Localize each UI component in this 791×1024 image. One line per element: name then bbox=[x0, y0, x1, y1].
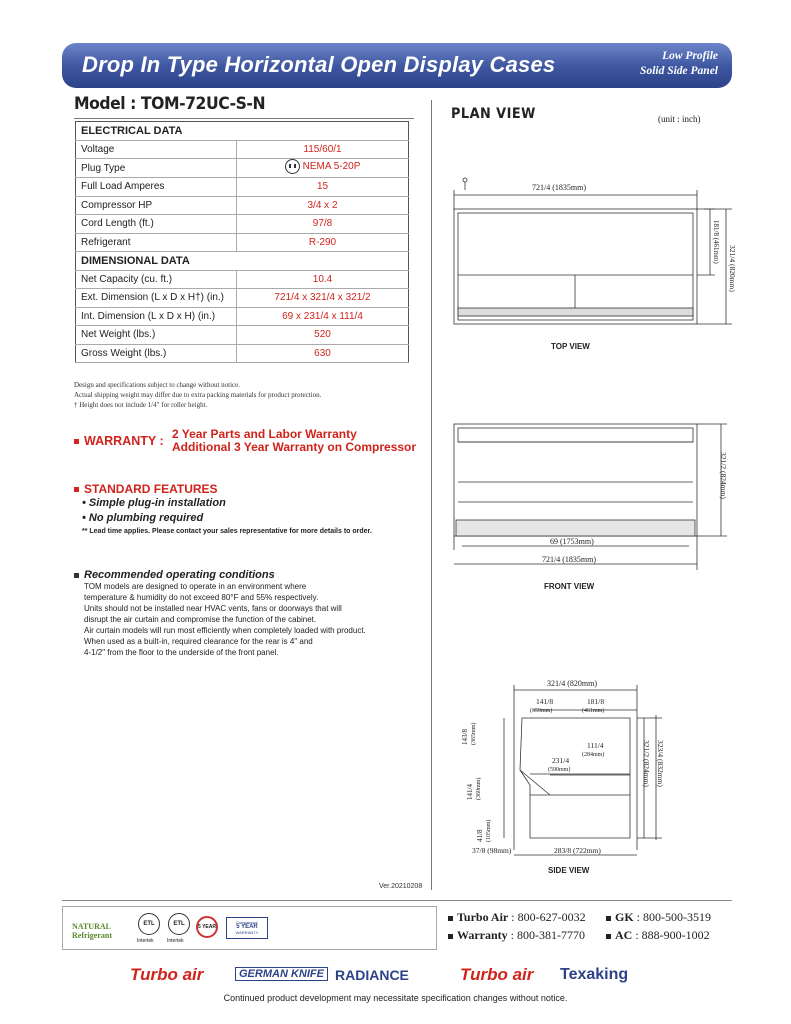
dim-side-a: 141/8 bbox=[536, 697, 554, 706]
recommended-line: When used as a built-in, required clearance for the rear is 4" and bbox=[84, 637, 313, 646]
header-subtitle bbox=[640, 49, 718, 79]
row-value: 520 bbox=[237, 326, 409, 345]
recommended-line: temperature & humidity do not exceed 80°F and 55% respectively. bbox=[84, 593, 319, 602]
table-row bbox=[76, 344, 409, 363]
dim-side-e: 143/8 bbox=[461, 729, 469, 745]
recommended-heading: Recommended operating conditions bbox=[84, 569, 275, 581]
row-label: Ext. Dimension (L x D x H†) (in.) bbox=[76, 289, 237, 308]
table-row bbox=[76, 270, 409, 289]
dim-side-h: 321/2 (824mm) bbox=[642, 740, 651, 787]
bullet-icon bbox=[74, 487, 79, 492]
top-view-label: TOP VIEW bbox=[551, 342, 590, 351]
bullet-icon bbox=[74, 439, 79, 444]
dim-side-d-mm: (590mm) bbox=[548, 767, 571, 773]
row-label: Compressor HP bbox=[76, 196, 237, 215]
row-value: 97/8 bbox=[237, 215, 409, 234]
dimensional-heading: DIMENSIONAL DATA bbox=[76, 252, 409, 271]
natural-refrigerant-logo bbox=[72, 922, 112, 940]
gk-phone[interactable]: : 800-500-3519 bbox=[636, 910, 711, 924]
spec-notes bbox=[74, 380, 321, 410]
dim-side-d: 231/4 bbox=[552, 756, 570, 765]
brand-logos bbox=[130, 965, 670, 989]
gk-label: GK bbox=[615, 910, 634, 924]
row-value: 10.4 bbox=[237, 270, 409, 289]
texaking-logo: Texaking bbox=[560, 966, 629, 983]
recommended-line: TOM models are designed to operate in an environment where bbox=[84, 582, 307, 591]
front-view-label: FRONT VIEW bbox=[544, 582, 595, 591]
electrical-heading: ELECTRICAL DATA bbox=[76, 122, 409, 141]
footer-divider bbox=[62, 900, 732, 901]
page-title: Drop In Type Horizontal Open Display Cases bbox=[82, 52, 556, 77]
radiance-logo: RADIANCE bbox=[335, 967, 409, 983]
dim-side-a-mm: (359mm) bbox=[530, 708, 553, 714]
dim-side-g: 41/8 bbox=[476, 829, 484, 842]
plug-icon bbox=[285, 159, 300, 174]
row-label: Plug Type bbox=[76, 159, 237, 178]
dim-side-e-mm: (365mm) bbox=[471, 722, 477, 745]
recommended-line: Units should not be installed near HVAC vents, fans or doorways that will bbox=[84, 604, 342, 613]
table-row bbox=[76, 178, 409, 197]
row-label: Int. Dimension (L x D x H) (in.) bbox=[76, 307, 237, 326]
recommended-line: disrupt the air curtain and compromise the function of the cabinet. bbox=[84, 615, 317, 624]
plan-view-title: PLAN VIEW bbox=[451, 106, 536, 122]
five-year-badge: 5 YEAR bbox=[196, 916, 218, 938]
dim-front-height: 321/2 (824mm) bbox=[719, 452, 728, 499]
dim-side-f: 141/4 bbox=[466, 784, 474, 800]
subtitle-solid-side: Solid Side Panel bbox=[640, 65, 718, 77]
turbo-air-phone[interactable]: : 800-627-0032 bbox=[511, 910, 586, 924]
ac-label: AC bbox=[615, 928, 633, 942]
dim-side-i: 323/4 (832mm) bbox=[656, 740, 665, 787]
version-label: Ver.20210208 bbox=[379, 883, 423, 890]
recommended-line: Air curtain models will run most efficiently when completely loaded with product. bbox=[84, 626, 366, 635]
header-banner bbox=[62, 43, 732, 88]
table-row bbox=[76, 215, 409, 234]
dim-top-depth-inner: 181/8 (461mm) bbox=[712, 220, 720, 264]
side-view-label: SIDE VIEW bbox=[548, 866, 590, 875]
dim-front-inner: 69 (1753mm) bbox=[550, 537, 594, 546]
feature-item: • No plumbing required bbox=[82, 512, 204, 524]
natural-text: NATURAL bbox=[72, 922, 111, 931]
divider bbox=[74, 118, 414, 119]
row-value: 15 bbox=[237, 178, 409, 197]
table-row bbox=[76, 326, 409, 345]
compressor-warranty-badge bbox=[226, 917, 268, 939]
warranty-line: 2 Year Parts and Labor Warranty bbox=[172, 427, 357, 441]
bullet-icon bbox=[74, 573, 79, 578]
dim-side-b-mm: (461mm) bbox=[582, 708, 605, 714]
lead-time-note: ** Lead time applies. Please contact your sales representative for more details to order. bbox=[82, 528, 372, 535]
dim-side-f-mm: (360mm) bbox=[476, 777, 482, 800]
warranty-text: WARRANTY bbox=[235, 930, 259, 935]
row-label: Refrigerant bbox=[76, 233, 237, 252]
table-row bbox=[76, 233, 409, 252]
table-row bbox=[76, 140, 409, 159]
warranty-label: WARRANTY : bbox=[84, 434, 164, 448]
unit-label: (unit : inch) bbox=[658, 114, 701, 124]
technical-drawings bbox=[432, 130, 791, 900]
model-number: Model : TOM-72UC-S-N bbox=[74, 94, 266, 114]
dim-top-width: 721/4 (1835mm) bbox=[532, 183, 586, 192]
row-label: Gross Weight (lbs.) bbox=[76, 344, 237, 363]
row-value: R-290 bbox=[237, 233, 409, 252]
compressor-text: Compressor bbox=[236, 920, 258, 925]
note: † Height does not include 1/4" for roller height. bbox=[74, 401, 208, 409]
recommended-conditions bbox=[74, 569, 434, 658]
dim-side-j: 37/8 (98mm) bbox=[472, 846, 512, 855]
recommended-line: 4-1/2" from the floor to the underside of the front panel. bbox=[84, 648, 279, 657]
dim-side-c-mm: (284mm) bbox=[582, 752, 605, 758]
row-label: Net Weight (lbs.) bbox=[76, 326, 237, 345]
german-knife-logo: GERMAN KNIFE bbox=[235, 967, 328, 981]
note: Design and specifications subject to change without notice. bbox=[74, 381, 241, 389]
footer-disclaimer: Continued product development may necessitate specification changes without notice. bbox=[223, 993, 568, 1003]
warranty-contact-label: Warranty bbox=[457, 928, 508, 942]
row-value: NEMA 5-20P bbox=[302, 161, 361, 172]
bullet-icon bbox=[448, 934, 453, 939]
dim-front-width: 721/4 (1835mm) bbox=[542, 555, 596, 564]
table-row bbox=[76, 159, 409, 178]
dim-side-g-mm: (105mm) bbox=[486, 819, 492, 842]
intertek-caption: Intertek bbox=[137, 938, 154, 944]
warranty-phone[interactable]: : 800-381-7770 bbox=[510, 928, 585, 942]
turbo-air-logo: Turbo air bbox=[130, 965, 204, 984]
etl-sanitation-logo: ETL bbox=[168, 913, 190, 935]
bullet-icon bbox=[448, 916, 453, 921]
table-section-header bbox=[76, 122, 409, 141]
ac-phone[interactable]: : 888-900-1002 bbox=[635, 928, 710, 942]
dim-side-b: 181/8 bbox=[587, 697, 605, 706]
five-year-text: 5 YEAR bbox=[236, 924, 258, 930]
row-label: Net Capacity (cu. ft.) bbox=[76, 270, 237, 289]
row-label: Voltage bbox=[76, 140, 237, 159]
note: Actual shipping weight may differ due to extra packing materials for product protection. bbox=[74, 391, 322, 399]
etl-logo: ETL bbox=[138, 913, 160, 935]
bullet-icon bbox=[606, 934, 611, 939]
row-value: 721/4 x 321/4 x 321/2 bbox=[237, 289, 409, 308]
turbo-air-label: Turbo Air bbox=[457, 910, 509, 924]
refrigerant-text: Refrigerant bbox=[72, 931, 112, 940]
dim-side-depth: 321/4 (820mm) bbox=[547, 679, 597, 688]
top-view-drawing bbox=[454, 178, 732, 324]
subtitle-low-profile: Low Profile bbox=[662, 50, 718, 62]
standard-features bbox=[74, 482, 372, 535]
table-row bbox=[76, 289, 409, 308]
contact-numbers bbox=[448, 908, 711, 944]
dim-top-depth: 321/4 (820mm) bbox=[728, 245, 737, 292]
row-value: 3/4 x 2 bbox=[237, 196, 409, 215]
bullet-icon bbox=[606, 916, 611, 921]
row-label: Cord Length (ft.) bbox=[76, 215, 237, 234]
turbo-air-logo-2: Turbo air bbox=[460, 965, 534, 984]
row-value: 69 x 231/4 x 111/4 bbox=[237, 307, 409, 326]
standard-features-heading: STANDARD FEATURES bbox=[84, 482, 218, 496]
feature-item: • Simple plug-in installation bbox=[82, 497, 226, 509]
table-section-header bbox=[76, 252, 409, 271]
spec-table bbox=[75, 121, 409, 363]
intertek-caption: Intertek bbox=[167, 938, 184, 944]
row-label: Full Load Amperes bbox=[76, 178, 237, 197]
row-value: 115/60/1 bbox=[237, 140, 409, 159]
table-row bbox=[76, 307, 409, 326]
dim-side-c: 111/4 bbox=[587, 741, 604, 750]
front-view-drawing bbox=[454, 424, 727, 570]
table-row bbox=[76, 196, 409, 215]
dim-side-k: 283/8 (722mm) bbox=[554, 846, 601, 855]
warranty-line: Additional 3 Year Warranty on Compressor bbox=[172, 440, 417, 454]
row-value: 630 bbox=[237, 344, 409, 363]
